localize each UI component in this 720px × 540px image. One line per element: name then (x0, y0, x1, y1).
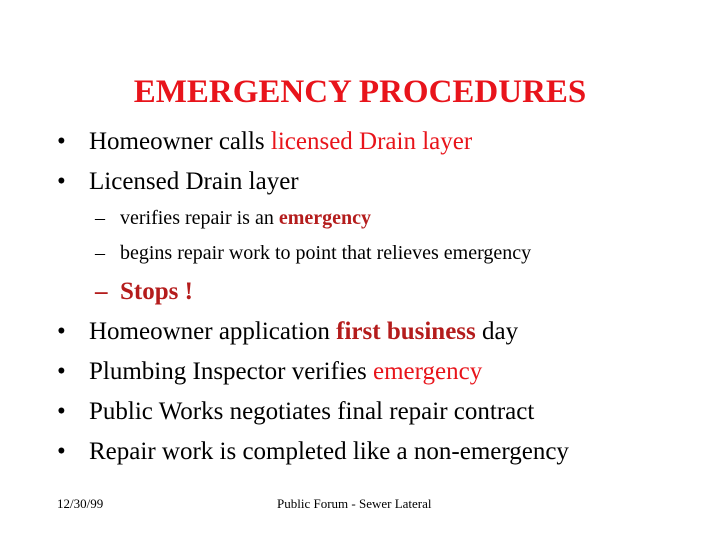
footer-title: Public Forum - Sewer Lateral (277, 496, 432, 511)
highlight-text: emergency (372, 358, 483, 385)
sub-bullet-text: verifies repair is an emergency (120, 207, 371, 229)
bullet-icon: • (57, 438, 66, 465)
bullet-icon: • (57, 318, 66, 345)
bullet-text: Public Works negotiates final repair contract (89, 398, 535, 425)
highlight-text: first business (336, 318, 476, 345)
sub-bullet-item (95, 241, 531, 265)
bullet-icon: • (57, 398, 66, 425)
bullet-text: Homeowner application first business day (89, 318, 519, 345)
sub-bullet-item (95, 206, 371, 230)
bullet-text: Plumbing Inspector verifies emergency (89, 358, 483, 385)
bullet-icon: • (57, 358, 66, 385)
sub-bullet-text: begins repair work to point that relieves emergency (120, 242, 532, 264)
dash-icon: – (95, 242, 105, 264)
slide-title: EMERGENCY PROCEDURES (133, 74, 587, 110)
dash-icon: – (95, 207, 105, 229)
highlight-text: emergency (278, 207, 371, 229)
sub-bullet-item (95, 278, 193, 306)
highlight-text: licensed Drain layer (270, 128, 473, 155)
footer-date: 12/30/99 (57, 496, 104, 511)
bullet-icon: • (57, 168, 66, 195)
sub-bullet-text (114, 278, 193, 305)
highlight-text: Stops ! (120, 278, 193, 305)
bullet-text: Repair work is completed like a non-emergency (89, 438, 569, 465)
bullet-text: Licensed Drain layer (89, 168, 299, 195)
dash-icon: – (95, 278, 108, 305)
bullet-icon: • (57, 128, 66, 155)
bullet-text: Homeowner calls licensed Drain layer (89, 128, 473, 155)
